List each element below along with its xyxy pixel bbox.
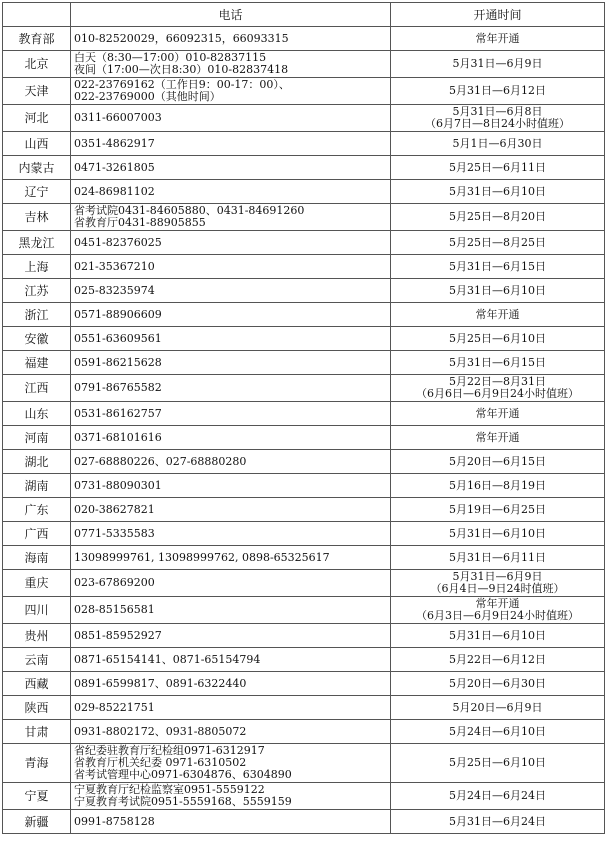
- header-region: [3, 3, 71, 27]
- phone-line: 0351-4862917: [74, 136, 155, 150]
- open-time-cell: [391, 450, 605, 474]
- open-time-cell: [391, 180, 605, 204]
- region-cell: 福建: [3, 351, 71, 375]
- phone-line: 028-85156581: [74, 603, 155, 616]
- open-time-cell: [391, 375, 605, 402]
- region-cell: 山东: [3, 402, 71, 426]
- phone-cell: [71, 27, 391, 51]
- phone-line: 夜间（17:00—次日8:30）010-82837418: [74, 63, 289, 76]
- region-cell: 教育部: [3, 27, 71, 51]
- open-time-line: 常年开通: [475, 307, 520, 321]
- phone-line: 省教育厅机关纪委 0971-6310502: [74, 756, 247, 769]
- open-time-line: 5月31日—6月10日: [449, 526, 546, 540]
- table-body: [3, 27, 605, 834]
- table-row: [3, 426, 605, 450]
- open-time-line: 5月22日—6月12日: [449, 652, 546, 666]
- open-time-cell: [391, 522, 605, 546]
- phone-line: 13098999761, 13098999762, 0898-65325617: [74, 550, 330, 564]
- table-row: [3, 672, 605, 696]
- open-time-line: 5月20日—6月9日: [452, 700, 543, 714]
- region-cell: 江西: [3, 375, 71, 402]
- region-cell: 辽宁: [3, 180, 71, 204]
- open-time-cell: [391, 426, 605, 450]
- phone-line: 0371-68101616: [74, 430, 162, 444]
- open-time-cell: [391, 279, 605, 303]
- phone-cell: [71, 546, 391, 570]
- phone-line: 0771-5335583: [74, 526, 155, 540]
- phone-cell: [71, 672, 391, 696]
- open-time-line: 常年开通: [475, 430, 520, 444]
- phone-cell: [71, 78, 391, 105]
- hotline-table: [2, 2, 605, 834]
- open-time-line: （6月7日—8日24小时值班）: [425, 117, 570, 130]
- region-cell: 广东: [3, 498, 71, 522]
- phone-cell: [71, 783, 391, 810]
- phone-line: 省考试管理中心0971-6304876、6304890: [74, 768, 292, 781]
- phone-line: 0571-88906609: [74, 307, 162, 321]
- table-row: [3, 375, 605, 402]
- table-row: [3, 51, 605, 78]
- open-time-line: 5月31日—6月15日: [449, 355, 546, 369]
- open-time-line: 5月31日—6月15日: [449, 259, 546, 273]
- phone-line: 023-67869200: [74, 576, 155, 589]
- open-time-line: 5月20日—6月15日: [449, 454, 546, 468]
- phone-cell: [71, 648, 391, 672]
- open-time-cell: [391, 744, 605, 783]
- phone-line: 024-86981102: [74, 184, 155, 198]
- phone-line: 省纪委驻教育厅纪检组0971-6312917: [74, 744, 265, 757]
- open-time-line: 常年开通: [475, 31, 520, 45]
- phone-cell: [71, 51, 391, 78]
- open-time-line: 5月31日—6月9日: [452, 57, 543, 70]
- phone-line: 0531-86162757: [74, 406, 162, 420]
- region-cell: 河北: [3, 105, 71, 132]
- phone-line: 020-38627821: [74, 502, 155, 516]
- region-cell: 四川: [3, 597, 71, 624]
- phone-cell: [71, 156, 391, 180]
- header-phone: 电话: [71, 3, 391, 27]
- table-row: [3, 570, 605, 597]
- open-time-cell: [391, 696, 605, 720]
- phone-cell: [71, 570, 391, 597]
- table-row: [3, 402, 605, 426]
- phone-cell: [71, 180, 391, 204]
- region-cell: 海南: [3, 546, 71, 570]
- open-time-line: 5月31日—6月10日: [449, 628, 546, 642]
- open-time-cell: [391, 402, 605, 426]
- open-time-line: 5月20日—6月30日: [449, 676, 546, 690]
- open-time-line: （6月3日—6月9日24小时值班）: [416, 609, 579, 622]
- region-cell: 陕西: [3, 696, 71, 720]
- open-time-cell: [391, 51, 605, 78]
- phone-line: 0891-6599817、0891-6322440: [74, 676, 247, 690]
- phone-line: 白天（8:30—17:00）010-82837115: [74, 51, 267, 64]
- phone-line: 0471-3261805: [74, 160, 155, 174]
- phone-cell: [71, 351, 391, 375]
- phone-line: 0731-88090301: [74, 478, 162, 492]
- open-time-line: 5月25日—6月11日: [449, 160, 546, 174]
- phone-line: 010-82520029，66092315，66093315: [74, 31, 289, 45]
- phone-line: 022-23769000（其他时间）: [74, 90, 221, 103]
- phone-cell: [71, 327, 391, 351]
- phone-line: 0851-85952927: [74, 628, 162, 642]
- region-cell: 湖南: [3, 474, 71, 498]
- open-time-line: 5月31日—6月11日: [449, 550, 546, 564]
- phone-cell: [71, 597, 391, 624]
- region-cell: 云南: [3, 648, 71, 672]
- table-row: [3, 696, 605, 720]
- phone-line: 0791-86765582: [74, 381, 162, 394]
- open-time-cell: [391, 204, 605, 231]
- open-time-line: 5月31日—6月10日: [449, 184, 546, 198]
- open-time-line: 5月24日—6月24日: [449, 789, 546, 802]
- open-time-cell: [391, 672, 605, 696]
- table-row: [3, 546, 605, 570]
- open-time-line: 常年开通: [475, 406, 520, 420]
- open-time-cell: [391, 105, 605, 132]
- table-row: [3, 132, 605, 156]
- table-row: [3, 27, 605, 51]
- table-row: [3, 78, 605, 105]
- open-time-cell: [391, 231, 605, 255]
- region-cell: 上海: [3, 255, 71, 279]
- table-row: [3, 204, 605, 231]
- phone-cell: [71, 279, 391, 303]
- open-time-cell: [391, 78, 605, 105]
- open-time-cell: [391, 132, 605, 156]
- phone-cell: [71, 522, 391, 546]
- phone-line: 0591-86215628: [74, 355, 162, 369]
- region-cell: 贵州: [3, 624, 71, 648]
- open-time-cell: [391, 156, 605, 180]
- phone-line: 0871-65154141、0871-65154794: [74, 652, 261, 666]
- table-row: [3, 624, 605, 648]
- open-time-line: 5月25日—6月10日: [449, 331, 546, 345]
- table-row: [3, 327, 605, 351]
- region-cell: 吉林: [3, 204, 71, 231]
- region-cell: 江苏: [3, 279, 71, 303]
- phone-line: 宁夏教育考试院0951-5559168、5559159: [74, 795, 292, 808]
- phone-cell: [71, 231, 391, 255]
- phone-cell: [71, 744, 391, 783]
- table-row: [3, 474, 605, 498]
- header-open-time: 开通时间: [391, 3, 605, 27]
- open-time-cell: [391, 27, 605, 51]
- open-time-cell: [391, 624, 605, 648]
- phone-line: 0991-8758128: [74, 814, 155, 828]
- table-row: [3, 810, 605, 834]
- phone-line: 022-23769162（工作日9：00-17：00）、: [74, 78, 290, 91]
- phone-cell: [71, 696, 391, 720]
- region-cell: 安徽: [3, 327, 71, 351]
- phone-cell: [71, 426, 391, 450]
- open-time-cell: [391, 720, 605, 744]
- phone-cell: [71, 375, 391, 402]
- table-row: [3, 450, 605, 474]
- phone-line: 省考试院0431-84605880、0431-84691260: [74, 204, 305, 217]
- open-time-line: 5月25日—6月10日: [449, 756, 546, 769]
- open-time-cell: [391, 546, 605, 570]
- open-time-line: （6月6日—6月9日24小时值班）: [416, 387, 579, 400]
- phone-cell: [71, 474, 391, 498]
- open-time-line: （6月4日—9日24时值班）: [430, 582, 565, 595]
- region-cell: 浙江: [3, 303, 71, 327]
- phone-line: 省教育厅0431-88905855: [74, 216, 206, 229]
- region-cell: 北京: [3, 51, 71, 78]
- open-time-cell: [391, 351, 605, 375]
- open-time-cell: [391, 303, 605, 327]
- region-cell: 黑龙江: [3, 231, 71, 255]
- table-row: [3, 351, 605, 375]
- open-time-line: 5月25日—8月20日: [449, 210, 546, 223]
- table-row: [3, 180, 605, 204]
- region-cell: 青海: [3, 744, 71, 783]
- table-row: [3, 303, 605, 327]
- open-time-cell: [391, 783, 605, 810]
- table-row: [3, 498, 605, 522]
- open-time-line: 5月31日—6月24日: [449, 814, 546, 828]
- region-cell: 湖北: [3, 450, 71, 474]
- phone-cell: [71, 204, 391, 231]
- open-time-line: 5月25日—8月25日: [449, 235, 546, 249]
- table-row: [3, 156, 605, 180]
- table-row: [3, 105, 605, 132]
- open-time-line: 5月31日—6月12日: [449, 84, 546, 97]
- phone-line: 0451-82376025: [74, 235, 162, 249]
- table-row: [3, 783, 605, 810]
- open-time-cell: [391, 810, 605, 834]
- open-time-cell: [391, 570, 605, 597]
- open-time-line: 5月22日—8月31日: [449, 375, 546, 388]
- phone-cell: [71, 720, 391, 744]
- open-time-line: 5月24日—6月10日: [449, 724, 546, 738]
- region-cell: 重庆: [3, 570, 71, 597]
- open-time-cell: [391, 327, 605, 351]
- region-cell: 天津: [3, 78, 71, 105]
- open-time-cell: [391, 474, 605, 498]
- table-row: [3, 597, 605, 624]
- phone-line: 025-83235974: [74, 283, 155, 297]
- open-time-cell: [391, 498, 605, 522]
- table-row: [3, 522, 605, 546]
- region-cell: 广西: [3, 522, 71, 546]
- phone-cell: [71, 132, 391, 156]
- phone-line: 宁夏教育厅纪检监察室0951-5559122: [74, 783, 265, 796]
- phone-cell: [71, 105, 391, 132]
- phone-line: 021-35367210: [74, 259, 155, 273]
- phone-line: 029-85221751: [74, 700, 155, 714]
- open-time-line: 5月31日—6月8日: [452, 105, 543, 118]
- region-cell: 西藏: [3, 672, 71, 696]
- open-time-line: 5月19日—6月25日: [449, 502, 546, 516]
- region-cell: 新疆: [3, 810, 71, 834]
- open-time-line: 5月31日—6月9日: [452, 570, 543, 583]
- phone-line: 027-68880226、027-68880280: [74, 454, 247, 468]
- phone-cell: [71, 498, 391, 522]
- phone-line: 0551-63609561: [74, 331, 162, 345]
- phone-cell: [71, 303, 391, 327]
- open-time-line: 5月31日—6月10日: [449, 283, 546, 297]
- open-time-line: 常年开通: [475, 597, 520, 610]
- table-row: [3, 648, 605, 672]
- phone-cell: [71, 255, 391, 279]
- phone-line: 0931-8802172、0931-8805072: [74, 724, 247, 738]
- phone-cell: [71, 402, 391, 426]
- header-row: [3, 3, 605, 27]
- open-time-line: 5月1日—6月30日: [452, 136, 543, 150]
- open-time-cell: [391, 648, 605, 672]
- region-cell: 甘肃: [3, 720, 71, 744]
- phone-cell: [71, 810, 391, 834]
- open-time-cell: [391, 597, 605, 624]
- table-row: [3, 720, 605, 744]
- table-row: [3, 744, 605, 783]
- phone-cell: [71, 624, 391, 648]
- table-row: [3, 255, 605, 279]
- region-cell: 河南: [3, 426, 71, 450]
- phone-cell: [71, 450, 391, 474]
- table-row: [3, 231, 605, 255]
- table-row: [3, 279, 605, 303]
- open-time-cell: [391, 255, 605, 279]
- open-time-line: 5月16日—8月19日: [449, 478, 546, 492]
- phone-line: 0311-66007003: [74, 111, 162, 124]
- region-cell: 山西: [3, 132, 71, 156]
- region-cell: 内蒙古: [3, 156, 71, 180]
- region-cell: 宁夏: [3, 783, 71, 810]
